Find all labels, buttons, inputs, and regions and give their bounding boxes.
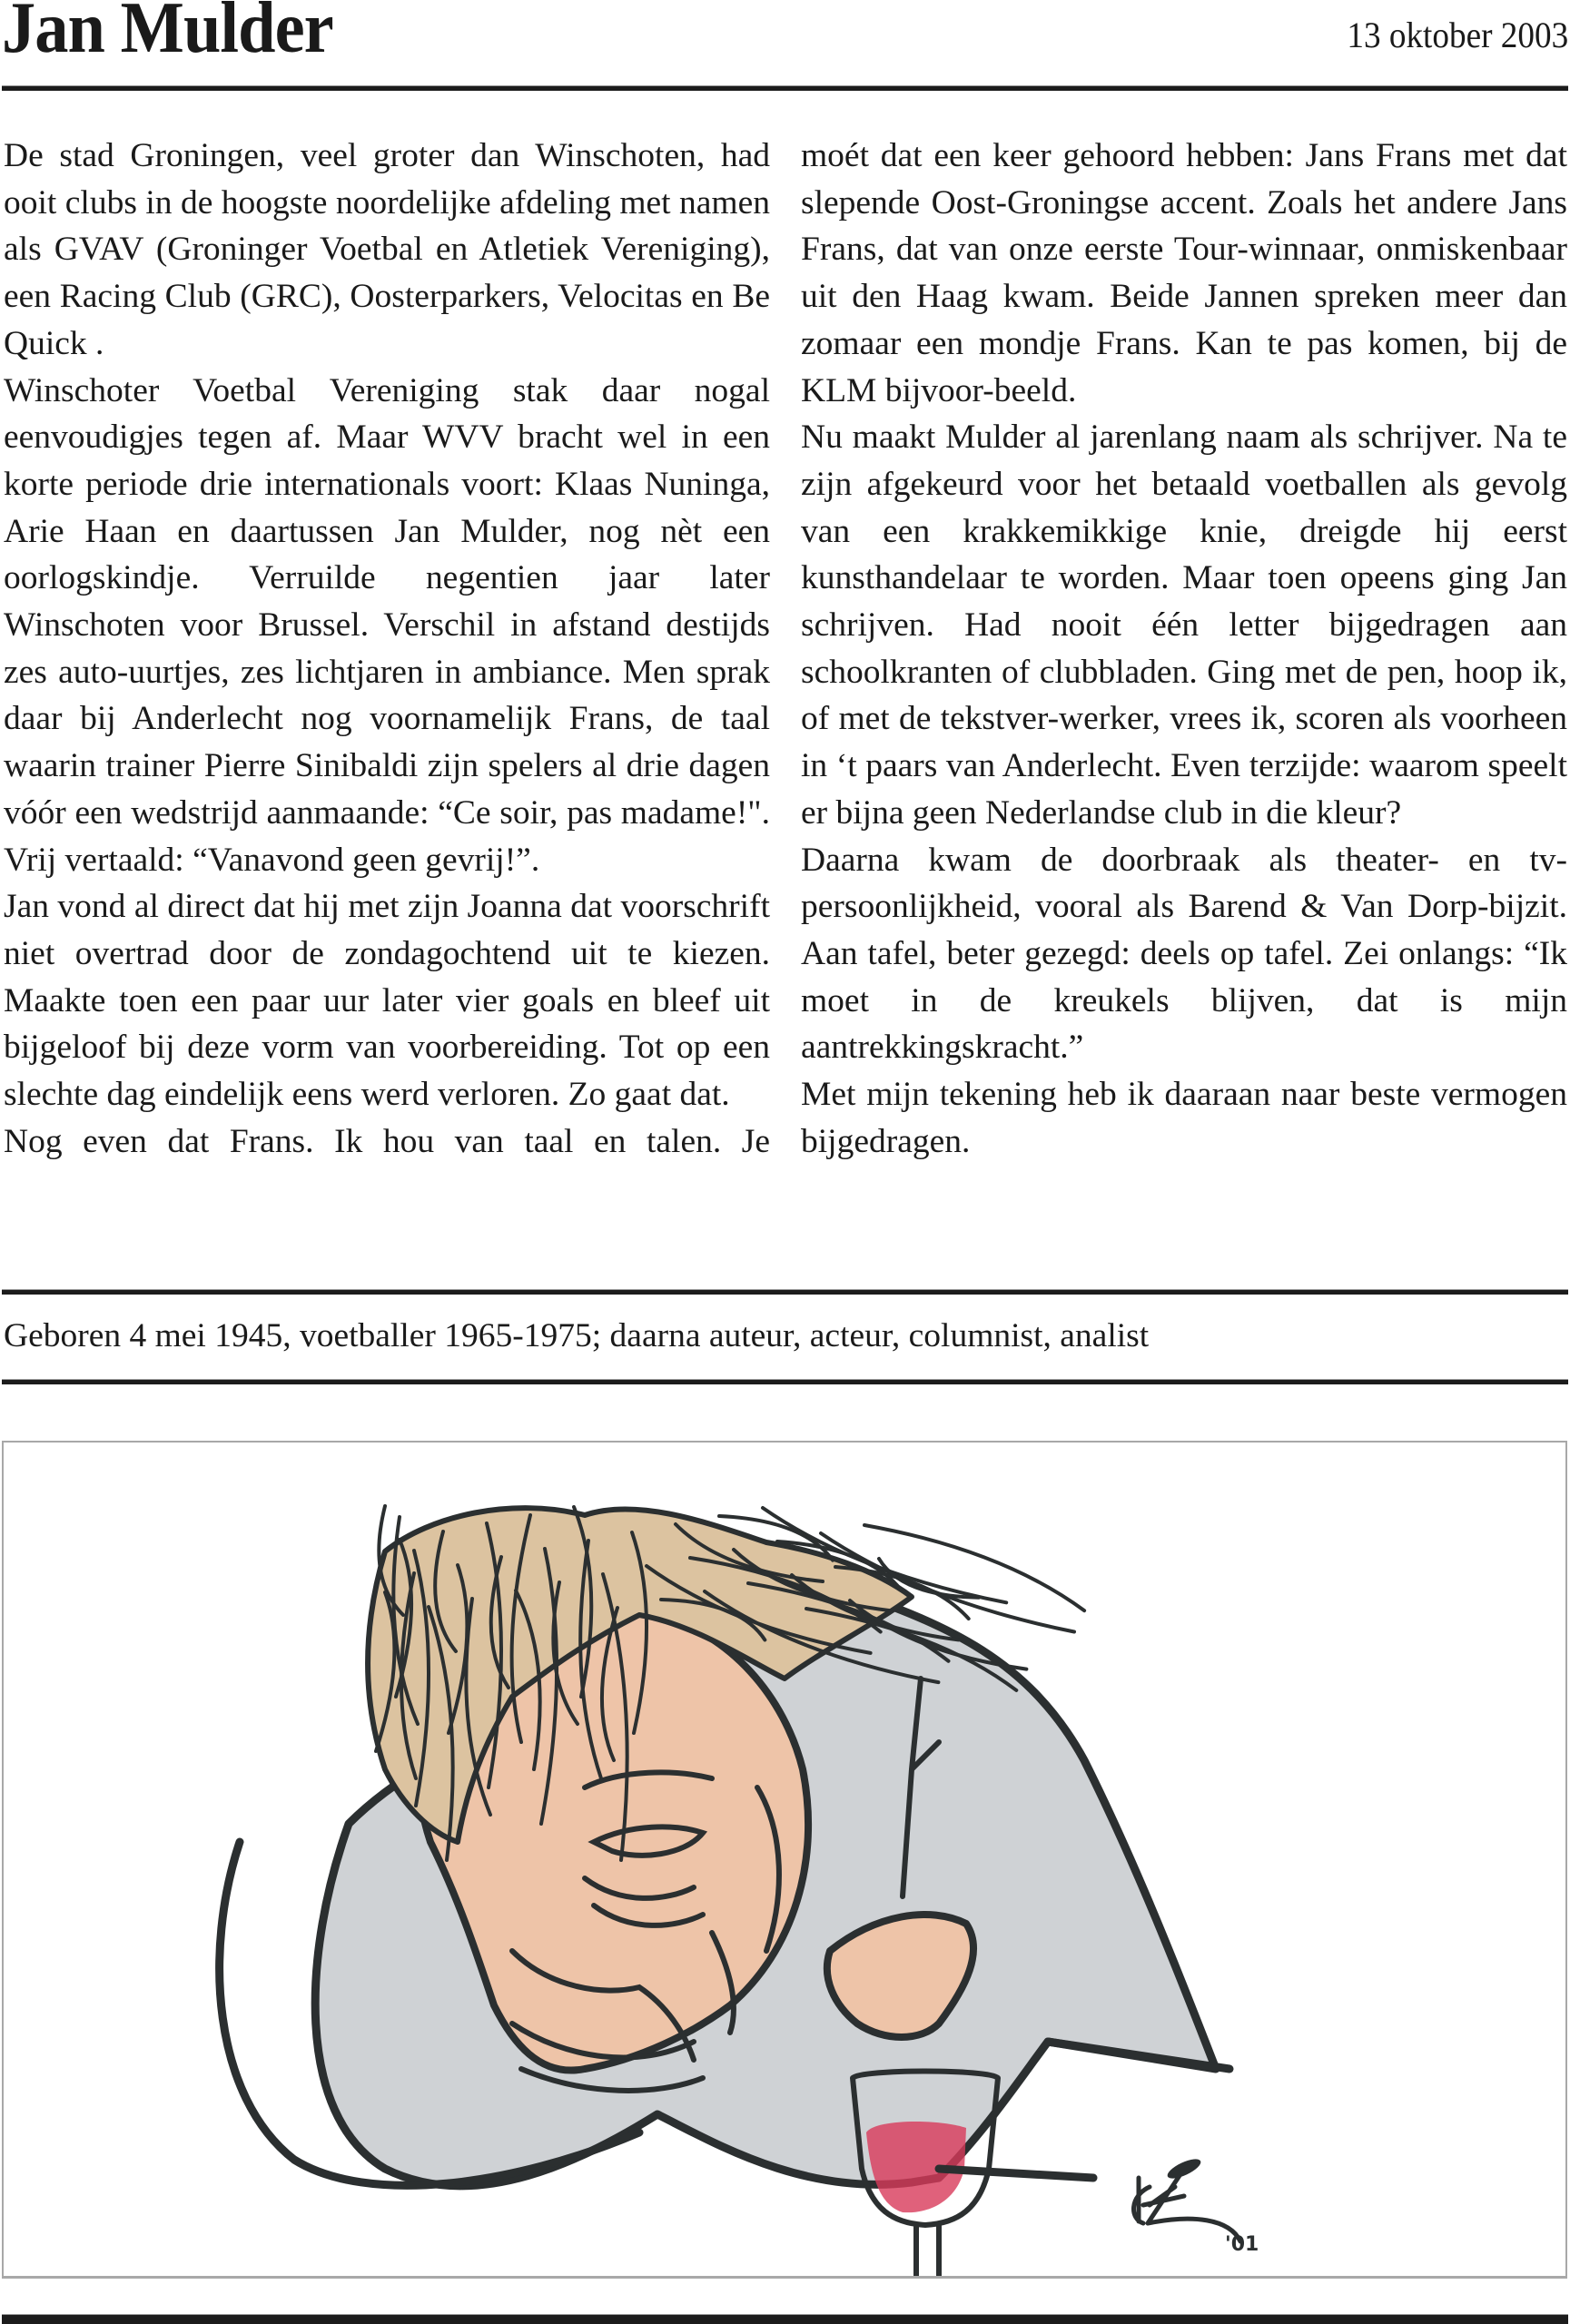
biography-line: Geboren 4 mei 1945, voetballer 1965-1975; daarna auteur, acteur, columnist, analist <box>4 1317 1150 1354</box>
info-divider-top <box>2 1289 1568 1295</box>
paragraph: Nog even dat Frans. Ik hou van taal en talen. Je <box>4 1122 770 1160</box>
publication-date: 13 oktober 2003 <box>1347 15 1568 55</box>
paragraph: De stad Groningen, veel groter dan Winschoten, had ooit clubs in de hoogste noordelijke afdeling met namen als GVAV (Groninger Voetbal en Atletiek Vereniging), een Racing Club (GRC), Oosterparkers, Velocitas en Be Quick . <box>4 137 770 362</box>
illustration-frame <box>2 1441 1567 2279</box>
artist-signature <box>1134 2155 1259 2256</box>
info-divider-bottom <box>2 1379 1568 1384</box>
paragraph: Jan vond al direct dat hij met zijn Joanna dat voorschrift niet overtrad door de zondagochtend uit te kiezen. Maakte toen een paar uur later vier goals en bleef uit bijgeloof bij deze vorm van voorbereiding. Tot op een slechte dag eindelijk eens werd verloren. Zo gaat dat. <box>4 888 770 1114</box>
footer-divider <box>2 2314 1568 2324</box>
caricature-illustration <box>4 1443 1565 2276</box>
paragraph: Daarna kwam de doorbraak als theater- en tv-persoonlijkheid, vooral als Barend & Van Dorp-bijzit. Aan tafel, beter gezegd: deels op tafel. Zei onlangs: “Ik moet in de kreukels blijven, dat is mijn aantrekkingskracht.” <box>801 841 1567 1067</box>
page-title: Jan Mulder <box>2 0 333 68</box>
signature-year: '01 <box>1225 2233 1259 2256</box>
header-divider <box>2 85 1568 91</box>
paragraph: moét dat een keer gehoord hebben: Jans Frans met dat slepende Oost-Groningse accent. Zoals het andere Jans Frans, dat van onze eerste Tour-winnaar, onmiskenbaar uit den Haag kwam. Beide Jannen spreken meer dan zomaar een mondje Frans. Kan te pas komen, bij de KLM bijvoor-beeld. <box>801 137 1567 409</box>
article-column-left <box>4 133 770 1165</box>
paragraph: Winschoter Voetbal Vereniging stak daar nogal eenvoudigjes tegen af. Maar WVV bracht wel in een korte periode drie internationals voort: Klaas Nuninga, Arie Haan en daartussen Jan Mulder, nog nèt een oorlogskindje. Verruilde negentien jaar later Winschoten voor Brussel. Verschil in afstand destijds zes auto-uurtjes, zes lichtjaren in ambiance. Men sprak daar bij Anderlecht nog voornamelijk Frans, de taal waarin trainer Pierre Sinibaldi zijn spelers al drie dagen vóór een wedstrijd aanmaande: “Ce soir, pas madame!". Vrij vertaald: “Vanavond geen gevrij!”. <box>4 371 770 879</box>
article-column-right <box>801 133 1567 1165</box>
paragraph: Nu maakt Mulder al jarenlang naam als schrijver. Na te zijn afgekeurd voor het betaald voetballen als gevolg van een krakkemikkige knie, dreigde hij eerst kunsthandelaar te worden. Maar toen opeens ging Jan schrijven. Had nooit één letter bijgedragen aan schoolkranten of clubbladen. Ging met de pen, hoop ik, of met de tekstver-werker, vrees ik, scoren als voorheen in ‘t paars van Anderlecht. Even terzijde: waarom speelt er bijna geen Nederlandse club in die kleur? <box>801 419 1567 832</box>
signature-mark <box>1134 2169 1240 2241</box>
signature-dot <box>1165 2155 1203 2182</box>
paragraph: Met mijn tekening heb ik daaraan naar beste vermogen bijgedragen. <box>801 1076 1567 1160</box>
